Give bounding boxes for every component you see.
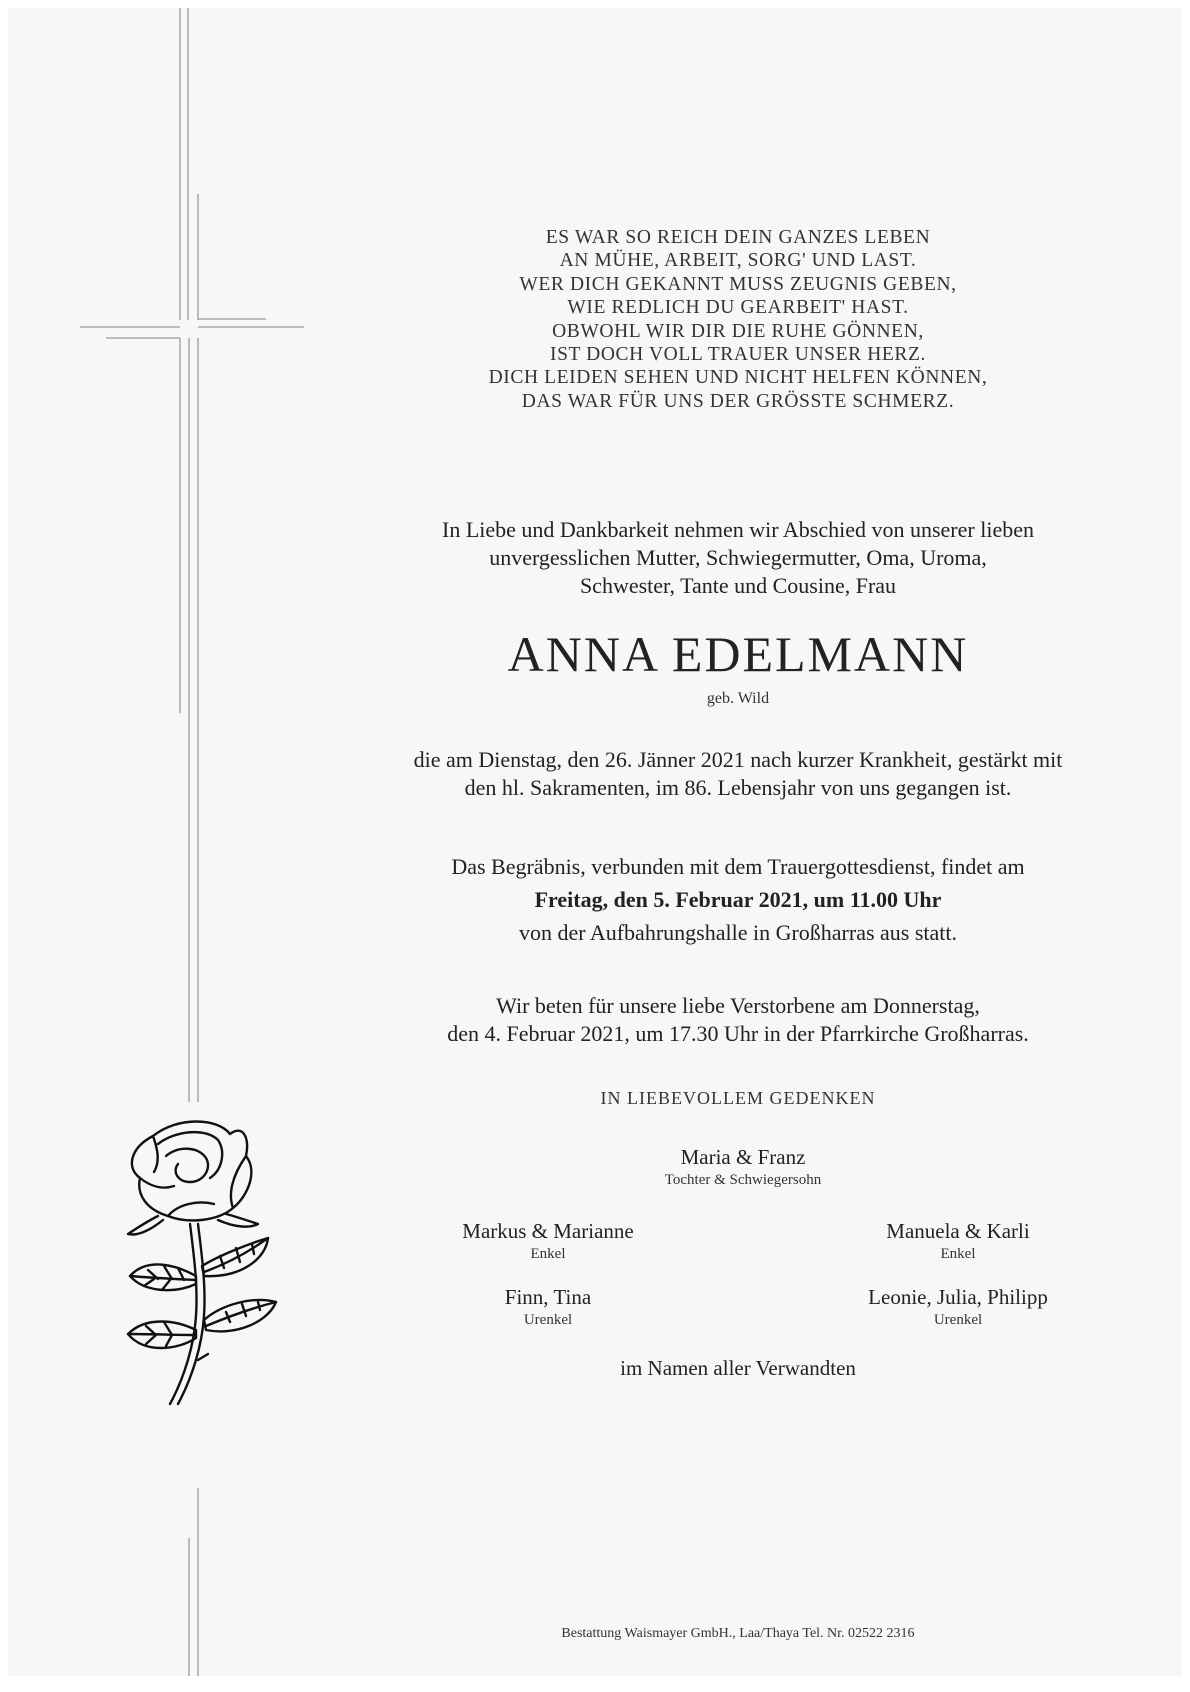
poem-line: ES WAR SO REICH DEIN GANZES LEBEN xyxy=(545,227,931,248)
mourner-group xyxy=(408,1284,688,1330)
mourner-names: Manuela & Karli xyxy=(886,1219,1030,1243)
intro-text xyxy=(368,516,1108,600)
funeral-info xyxy=(368,850,1108,949)
poem-line: OBWOHL WIR DIR DIE RUHE GÖNNEN, xyxy=(552,320,924,342)
mourner-group xyxy=(408,1218,688,1264)
intro-line: unvergesslichen Mutter, Schwiegermutter, Oma, Uroma, xyxy=(489,545,987,570)
rose-icon xyxy=(118,1116,288,1406)
mourner-relation: Enkel xyxy=(530,1246,566,1262)
poem-line: WIE REDLICH DU GEARBEIT' HAST. xyxy=(567,297,909,319)
cross-icon xyxy=(8,8,328,1676)
intro-line: Schwester, Tante und Cousine, Frau xyxy=(579,573,897,598)
birth-name: geb. Wild xyxy=(706,690,770,707)
poem-line: IST DOCH VOLL TRAUER UNSER HERZ. xyxy=(550,344,926,366)
prayer-line: den 4. Februar 2021, um 17.30 Uhr in der Pfarrkirche Großharras. xyxy=(447,1021,1029,1046)
mourner-names: Leonie, Julia, Philipp xyxy=(868,1285,1048,1309)
mourner-relation: Urenkel xyxy=(933,1312,983,1328)
poem-line: DICH LEIDEN SEHEN UND NICHT HELFEN KÖNNEN, xyxy=(488,367,988,389)
mourner-relation: Urenkel xyxy=(523,1312,573,1328)
poem-line: AN MÜHE, ARBEIT, SORG' UND LAST. xyxy=(559,250,917,272)
mourner-names: Maria & Franz xyxy=(680,1145,806,1169)
closing-line: im Namen aller Verwandten xyxy=(620,1356,856,1380)
poem xyxy=(368,226,1108,413)
mourner-relation: Enkel xyxy=(940,1246,976,1262)
death-notice-line: die am Dienstag, den 26. Jänner 2021 nach kurzer Krankheit, gestärkt mit xyxy=(413,747,1063,772)
death-notice xyxy=(368,746,1108,802)
deceased-name: ANNA EDELMANN xyxy=(507,626,969,682)
mourner-group xyxy=(808,1218,1108,1264)
memory-heading: IN LIEBEVOLLEM GEDENKEN xyxy=(600,1088,876,1108)
mourner-names: Markus & Marianne xyxy=(462,1219,634,1243)
footer-undertaker: Bestattung Waismayer GmbH., Laa/Thaya Tel. Nr. 02522 2316 xyxy=(561,1626,915,1641)
mourner-relation: Tochter & Schwiegersohn xyxy=(664,1172,822,1188)
mourner-names: Finn, Tina xyxy=(504,1285,592,1309)
prayer-info xyxy=(368,992,1108,1048)
funeral-date: Freitag, den 5. Februar 2021, um 11.00 Uhr xyxy=(534,887,942,912)
funeral-line: Das Begräbnis, verbunden mit dem Trauergottesdienst, findet am xyxy=(451,854,1025,879)
poem-line: DAS WAR FÜR UNS DER GRÖSSTE SCHMERZ. xyxy=(521,390,955,412)
intro-line: In Liebe und Dankbarkeit nehmen wir Abschied von unserer lieben xyxy=(442,517,1034,542)
mourner-group xyxy=(808,1284,1108,1330)
death-notice-line: den hl. Sakramenten, im 86. Lebensjahr von uns gegangen ist. xyxy=(464,775,1012,800)
mourner-group xyxy=(563,1144,923,1190)
prayer-line: Wir beten für unsere liebe Verstorbene am Donnerstag, xyxy=(496,993,980,1018)
funeral-line: von der Aufbahrungshalle in Großharras aus statt. xyxy=(518,920,958,945)
poem-line: WER DICH GEKANNT MUSS ZEUGNIS GEBEN, xyxy=(519,273,957,295)
obituary-page xyxy=(8,8,1182,1676)
